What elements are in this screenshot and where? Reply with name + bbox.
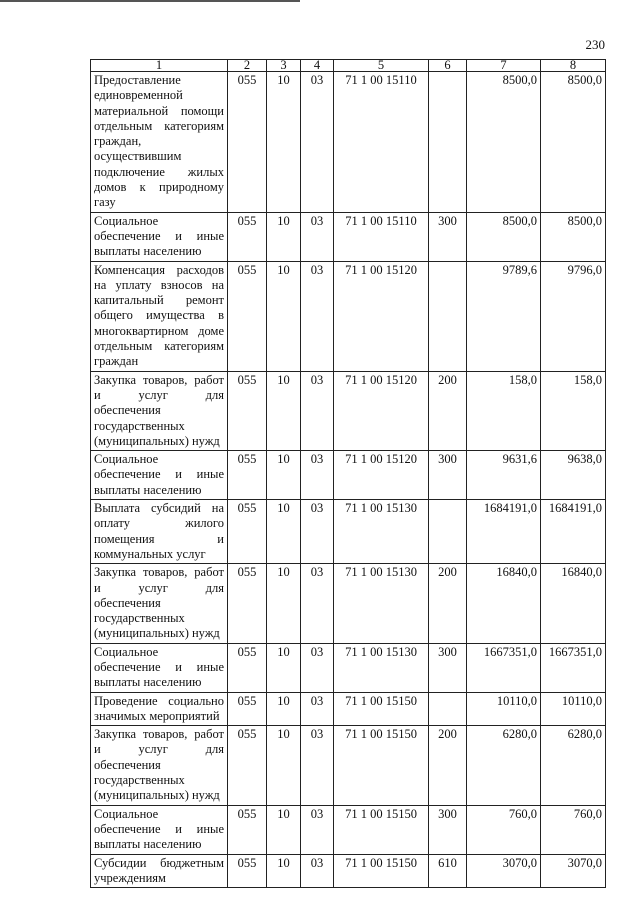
cell-expense-type: 300 bbox=[429, 643, 467, 692]
cell-subsection: 03 bbox=[301, 854, 334, 888]
cell-amount-col7: 158,0 bbox=[467, 371, 541, 450]
cell-expense-type: 610 bbox=[429, 854, 467, 888]
cell-expense-type: 200 bbox=[429, 726, 467, 805]
cell-subsection: 03 bbox=[301, 451, 334, 500]
column-header-5: 5 bbox=[334, 60, 429, 72]
cell-subsection: 03 bbox=[301, 805, 334, 854]
cell-amount-col7: 1684191,0 bbox=[467, 500, 541, 564]
cell-amount-col8: 158,0 bbox=[541, 371, 606, 450]
cell-amount-col7: 8500,0 bbox=[467, 212, 541, 261]
cell-amount-col7: 760,0 bbox=[467, 805, 541, 854]
cell-target-article: 71 1 00 15130 bbox=[334, 564, 429, 643]
column-header-8: 8 bbox=[541, 60, 606, 72]
cell-amount-col7: 1667351,0 bbox=[467, 643, 541, 692]
cell-name: Субсидии бюджетным учреждениям bbox=[91, 854, 228, 888]
cell-section: 10 bbox=[267, 72, 301, 213]
cell-expense-type: 200 bbox=[429, 564, 467, 643]
cell-amount-col7: 16840,0 bbox=[467, 564, 541, 643]
cell-subsection: 03 bbox=[301, 692, 334, 726]
column-header-3: 3 bbox=[267, 60, 301, 72]
cell-code: 055 bbox=[228, 726, 267, 805]
cell-expense-type: 200 bbox=[429, 371, 467, 450]
cell-subsection: 03 bbox=[301, 564, 334, 643]
cell-name: Предоставление единовременной материальной помощи отдельным категориям граждан, осуществившим подключение жилых домов к природному газу bbox=[91, 72, 228, 213]
table-row bbox=[91, 692, 606, 726]
cell-amount-col8: 8500,0 bbox=[541, 72, 606, 213]
cell-amount-col8: 1667351,0 bbox=[541, 643, 606, 692]
cell-target-article: 71 1 00 15130 bbox=[334, 643, 429, 692]
cell-code: 055 bbox=[228, 805, 267, 854]
cell-section: 10 bbox=[267, 451, 301, 500]
cell-code: 055 bbox=[228, 564, 267, 643]
table-row bbox=[91, 261, 606, 371]
cell-section: 10 bbox=[267, 726, 301, 805]
cell-subsection: 03 bbox=[301, 643, 334, 692]
cell-section: 10 bbox=[267, 261, 301, 371]
cell-amount-col8: 6280,0 bbox=[541, 726, 606, 805]
table-row bbox=[91, 805, 606, 854]
cell-section: 10 bbox=[267, 643, 301, 692]
column-header-4: 4 bbox=[301, 60, 334, 72]
cell-section: 10 bbox=[267, 854, 301, 888]
column-header-1: 1 bbox=[91, 60, 228, 72]
cell-code: 055 bbox=[228, 500, 267, 564]
cell-amount-col7: 8500,0 bbox=[467, 72, 541, 213]
cell-target-article: 71 1 00 15110 bbox=[334, 212, 429, 261]
cell-amount-col7: 10110,0 bbox=[467, 692, 541, 726]
cell-subsection: 03 bbox=[301, 726, 334, 805]
cell-target-article: 71 1 00 15150 bbox=[334, 726, 429, 805]
cell-code: 055 bbox=[228, 643, 267, 692]
cell-target-article: 71 1 00 15120 bbox=[334, 371, 429, 450]
cell-name: Закупка товаров, работ и услуг для обеспечения государственных (муниципальных) нужд bbox=[91, 371, 228, 450]
cell-amount-col8: 9796,0 bbox=[541, 261, 606, 371]
table-row bbox=[91, 451, 606, 500]
cell-expense-type: 300 bbox=[429, 451, 467, 500]
table-row bbox=[91, 72, 606, 213]
cell-name: Проведение социально значимых мероприятий bbox=[91, 692, 228, 726]
cell-name: Социальное обеспечение и иные выплаты населению bbox=[91, 451, 228, 500]
cell-target-article: 71 1 00 15130 bbox=[334, 500, 429, 564]
cell-target-article: 71 1 00 15110 bbox=[334, 72, 429, 213]
cell-amount-col8: 9638,0 bbox=[541, 451, 606, 500]
cell-name: Компенсация расходов на уплату взносов на капитальный ремонт общего имущества в многоквартирном доме отдельным категориям граждан bbox=[91, 261, 228, 371]
page-number: 230 bbox=[585, 37, 605, 52]
cell-amount-col8: 1684191,0 bbox=[541, 500, 606, 564]
cell-expense-type: 300 bbox=[429, 212, 467, 261]
scan-edge-line bbox=[0, 0, 300, 2]
cell-target-article: 71 1 00 15150 bbox=[334, 854, 429, 888]
table-row bbox=[91, 500, 606, 564]
cell-section: 10 bbox=[267, 692, 301, 726]
cell-amount-col8: 16840,0 bbox=[541, 564, 606, 643]
cell-subsection: 03 bbox=[301, 371, 334, 450]
cell-amount-col7: 9789,6 bbox=[467, 261, 541, 371]
cell-name: Закупка товаров, работ и услуг для обеспечения государственных (муниципальных) нужд bbox=[91, 726, 228, 805]
cell-target-article: 71 1 00 15120 bbox=[334, 451, 429, 500]
table-row bbox=[91, 854, 606, 888]
table-row bbox=[91, 643, 606, 692]
cell-section: 10 bbox=[267, 564, 301, 643]
cell-subsection: 03 bbox=[301, 72, 334, 213]
cell-code: 055 bbox=[228, 212, 267, 261]
cell-expense-type bbox=[429, 72, 467, 213]
cell-code: 055 bbox=[228, 261, 267, 371]
cell-expense-type bbox=[429, 500, 467, 564]
cell-code: 055 bbox=[228, 854, 267, 888]
cell-section: 10 bbox=[267, 212, 301, 261]
cell-name: Социальное обеспечение и иные выплаты населению bbox=[91, 643, 228, 692]
cell-name: Социальное обеспечение и иные выплаты населению bbox=[91, 212, 228, 261]
cell-amount-col7: 3070,0 bbox=[467, 854, 541, 888]
table-row bbox=[91, 726, 606, 805]
table-row bbox=[91, 371, 606, 450]
cell-section: 10 bbox=[267, 500, 301, 564]
cell-amount-col7: 6280,0 bbox=[467, 726, 541, 805]
table-header-row bbox=[91, 60, 606, 72]
cell-name: Выплата субсидий на оплату жилого помещения и коммунальных услуг bbox=[91, 500, 228, 564]
table-row bbox=[91, 212, 606, 261]
cell-amount-col8: 8500,0 bbox=[541, 212, 606, 261]
cell-code: 055 bbox=[228, 692, 267, 726]
cell-section: 10 bbox=[267, 371, 301, 450]
cell-subsection: 03 bbox=[301, 212, 334, 261]
table-body bbox=[91, 72, 606, 888]
cell-amount-col7: 9631,6 bbox=[467, 451, 541, 500]
cell-expense-type bbox=[429, 261, 467, 371]
column-header-6: 6 bbox=[429, 60, 467, 72]
cell-target-article: 71 1 00 15150 bbox=[334, 692, 429, 726]
column-header-2: 2 bbox=[228, 60, 267, 72]
cell-code: 055 bbox=[228, 72, 267, 213]
cell-name: Социальное обеспечение и иные выплаты населению bbox=[91, 805, 228, 854]
cell-name: Закупка товаров, работ и услуг для обеспечения государственных (муниципальных) нужд bbox=[91, 564, 228, 643]
cell-target-article: 71 1 00 15150 bbox=[334, 805, 429, 854]
cell-section: 10 bbox=[267, 805, 301, 854]
cell-code: 055 bbox=[228, 451, 267, 500]
cell-expense-type: 300 bbox=[429, 805, 467, 854]
table-row bbox=[91, 564, 606, 643]
cell-amount-col8: 760,0 bbox=[541, 805, 606, 854]
cell-subsection: 03 bbox=[301, 261, 334, 371]
column-header-7: 7 bbox=[467, 60, 541, 72]
cell-target-article: 71 1 00 15120 bbox=[334, 261, 429, 371]
cell-code: 055 bbox=[228, 371, 267, 450]
cell-subsection: 03 bbox=[301, 500, 334, 564]
cell-amount-col8: 10110,0 bbox=[541, 692, 606, 726]
budget-table bbox=[90, 59, 606, 888]
cell-amount-col8: 3070,0 bbox=[541, 854, 606, 888]
cell-expense-type bbox=[429, 692, 467, 726]
